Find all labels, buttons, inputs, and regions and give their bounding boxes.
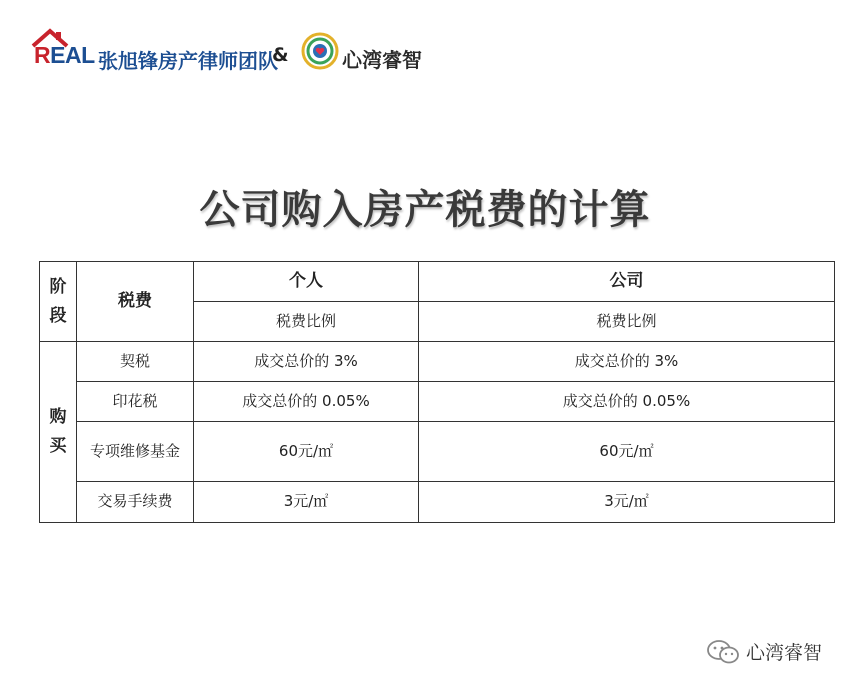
individual-rate: 成交总价的 3%	[194, 342, 419, 382]
real-logo-rest: EAL	[50, 42, 95, 68]
table-row	[40, 482, 835, 523]
ampersand: &	[272, 44, 289, 66]
individual-rate: 成交总价的 0.05%	[194, 382, 419, 422]
fee-name: 交易手续费	[77, 482, 194, 523]
header-banner	[28, 22, 448, 72]
page-title: 公司购入房产税费的计算	[199, 187, 651, 233]
company-rate: 60元/㎡	[419, 422, 835, 482]
wechat-icon	[706, 639, 740, 665]
stage-header-cell	[40, 262, 77, 342]
fee-name: 专项维修基金	[77, 422, 194, 482]
company-rate: 成交总价的 3%	[419, 342, 835, 382]
wechat-watermark	[706, 638, 822, 665]
table-header-row	[40, 262, 835, 302]
tax-fee-table	[39, 261, 835, 523]
brand-circle-logo-icon	[301, 32, 339, 70]
fee-header: 税费	[77, 262, 194, 342]
company-rate: 3元/㎡	[419, 482, 835, 523]
fee-name: 印花税	[77, 382, 194, 422]
individual-rate: 3元/㎡	[194, 482, 419, 523]
real-logo-r: R	[34, 42, 51, 68]
individual-rate-header: 税费比例	[194, 302, 419, 342]
real-logo-text	[34, 42, 95, 69]
company-rate-header: 税费比例	[419, 302, 835, 342]
watermark-text: 心湾睿智	[745, 642, 822, 664]
brand-name: 心湾睿智	[342, 48, 422, 72]
fee-name: 契税	[77, 342, 194, 382]
company-header: 公司	[419, 262, 835, 302]
table-row	[40, 342, 835, 382]
individual-rate: 60元/㎡	[194, 422, 419, 482]
table-row	[40, 422, 835, 482]
stage-buy: 购买	[49, 407, 67, 456]
table-row	[40, 382, 835, 422]
company-rate: 成交总价的 0.05%	[419, 382, 835, 422]
stage-header: 阶段	[49, 276, 67, 326]
stage-buy-cell	[40, 342, 77, 523]
team-name: 张旭锋房产律师团队	[98, 49, 278, 73]
individual-header: 个人	[194, 262, 419, 302]
